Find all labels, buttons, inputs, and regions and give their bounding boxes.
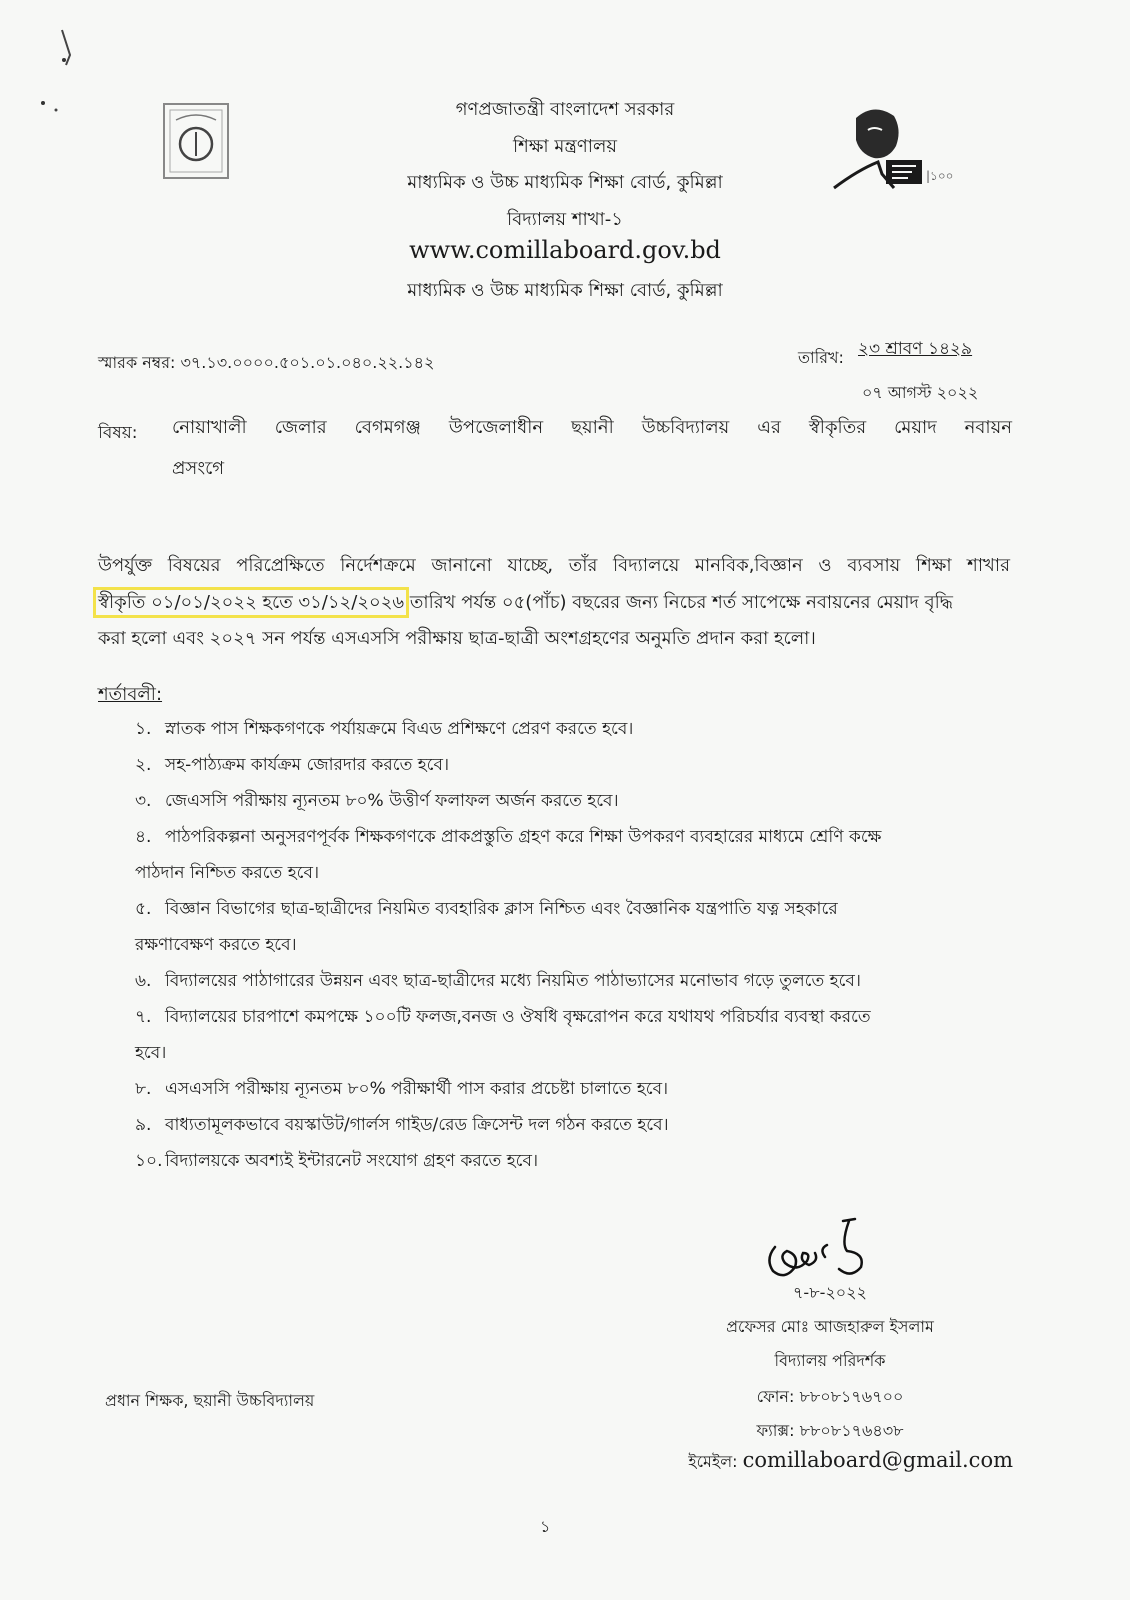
ministry-name: শিক্ষা মন্ত্রণালয় [513,136,617,157]
conditions-heading: শর্তাবলী: [98,684,163,705]
condition-item [135,1004,1011,1032]
condition-text: এসএসসি পরীক্ষায় ন্যূনতম ৮০% পরীক্ষার্থী পাস করার প্রচেষ্টা চালাতে হবে। [165,1079,669,1099]
condition-number: ৫. [135,899,152,919]
condition-text-continued: হবে। [135,1043,167,1063]
condition-text: বিদ্যালয়ের পাঠাগারের উন্নয়ন এবং ছাত্র-ছাত্রীদের মধ্যে নিয়মিত পাঠাভ্যাসের মনোভাব গড়ে তুলতে হবে। [165,971,861,991]
condition-number: ৬. [135,971,152,991]
branch-name: বিদ্যালয় শাখা-১ [507,209,623,230]
recipient-line: প্রধান শিক্ষক, ছয়ানী উচ্চবিদ্যালয় [105,1391,315,1410]
body-line-2-rest: তারিখ পর্যন্ত ০৫(পাঁচ) বছরের জন্য নিচের শর্ত সাপেক্ষে নবায়নের মেয়াদ বৃদ্ধি [409,592,953,613]
phone-number: ফোন: ৮৮০৮১৭৬৭০০ [756,1387,904,1406]
body-line-3: করা হলো এবং ২০২৭ সন পর্যন্ত এসএসসি পরীক্ষায় ছাত্র-ছাত্রী অংশগ্রহণের অনুমতি প্রদান করা হলো। [98,628,816,649]
body-line-1: উপর্যুক্ত বিষয়ের পরিপ্রেক্ষিতে নির্দেশক্রমে জানানো যাচ্ছে, তাঁর বিদ্যালয়ে মানবিক,বিজ্ঞান ও ব্যবসায় শিক্ষা শাখার [98,555,1010,576]
condition-text: বিদ্যালয়ের চারপাশে কমপক্ষে ১০০টি ফলজ,বনজ ও ঔষধি বৃক্ষরোপন করে যথাযথ পরিচর্যার ব্যবস্থা করতে [165,1007,871,1027]
condition-number: ৪. [135,827,152,847]
condition-text: বিজ্ঞান বিভাগের ছাত্র-ছাত্রীদের নিয়মিত ব্যবহারিক ক্লাস নিশ্চিত এবং বৈজ্ঞানিক যন্ত্রপাতি যত্ন সহকারে [165,899,838,919]
condition-item [135,752,1011,780]
board-name: মাধ্যমিক ও উচ্চ মাধ্যমিক শিক্ষা বোর্ড, কুমিল্লা [407,172,723,193]
signatory-name: প্রফেসর মোঃ আজহারুল ইসলাম [726,1317,934,1336]
condition-number: ১. [135,719,152,739]
condition-item [135,1076,1011,1104]
condition-text: বিদ্যালয়কে অবশ্যই ইন্টারনেট সংযোগ গ্রহণ করতে হবে। [165,1151,539,1171]
condition-text: পাঠপরিকল্পনা অনুসরণপূর্বক শিক্ষকগণকে প্রাকপ্রস্তুতি গ্রহণ করে শিক্ষা উপকরণ ব্যবহারের মাধ্যমে শ্রেণি কক্ষে [165,827,882,847]
condition-number: ৭. [135,1007,152,1027]
condition-number: ৮. [135,1079,152,1099]
condition-number: ১০. [135,1151,163,1171]
condition-text-continued: পাঠদান নিশ্চিত করতে হবে। [135,863,320,883]
subject-text: নোয়াখালী জেলার বেগমগঞ্জ উপজেলাধীন ছয়ানী উচ্চবিদ্যালয় এর স্বীকৃতির মেয়াদ নবায়ন [172,417,1012,438]
body-line-2 [98,588,1010,619]
condition-item [135,896,1011,924]
condition-number: ২. [135,755,152,775]
svg-text:|১০০: |১০০ [926,169,953,183]
page-number: ১ [540,1517,551,1536]
condition-number: ৯. [135,1115,152,1135]
condition-text: বাধ্যতামূলকভাবে বয়স্কাউট/গার্লস গাইড/রেড ক্রিসেন্ট দল গঠন করতে হবে। [165,1115,669,1135]
email-label: ইমেইল: [688,1452,738,1471]
condition-item [135,788,1011,816]
scan-speck-marks [40,25,100,125]
signature-date: ৭-৮-২০২২ [793,1283,867,1302]
email-line [628,1448,1013,1476]
condition-text: জেএসসি পরীক্ষায় ন্যূনতম ৮০% উত্তীর্ণ ফলাফল অর্জন করতে হবে। [165,791,619,811]
date-label: তারিখ: [798,348,844,367]
memo-ref-number: স্মারক নম্বর: ৩৭.১৩.০০০০.৫০১.০১.০৪০.২২.১৪২ [98,353,435,372]
subject-label: বিষয়: [98,423,138,443]
condition-text: স্নাতক পাস শিক্ষকগণকে পর্যায়ক্রমে বিএড প্রশিক্ষণে প্রেরণ করতে হবে। [165,719,634,739]
condition-text: সহ-পাঠ্যক্রম কার্যক্রম জোরদার করতে হবে। [165,755,450,775]
condition-item [135,716,1011,744]
condition-item [135,1148,1011,1176]
website-link[interactable]: www.comillaboard.gov.bd [409,236,721,264]
date-english: ০৭ আগস্ট ২০২২ [862,383,979,402]
recognition-period-highlight: স্বীকৃতি ০১/০১/২০২২ হতে ৩১/১২/২০২৬ [98,592,405,613]
email-address[interactable]: comillaboard@gmail.com [742,1448,1013,1472]
board-name-repeat: মাধ্যমিক ও উচ্চ মাধ্যমিক শিক্ষা বোর্ড, কুমিল্লা [407,280,723,301]
signatory-designation: বিদ্যালয় পরিদর্শক [774,1351,886,1370]
handwritten-signature-icon [755,1215,885,1285]
condition-item [135,968,1011,996]
condition-item [135,1112,1011,1140]
gov-name: গণপ্রজাতন্ত্রী বাংলাদেশ সরকার [455,99,675,120]
date-bangla: ২৩ শ্রাবণ ১৪২৯ [858,339,973,359]
condition-number: ৩. [135,791,152,811]
condition-text-continued: রক্ষণাবেক্ষণ করতে হবে। [135,935,297,955]
condition-item [135,824,1011,852]
subject-text-continued: প্রসংগে [172,458,225,479]
fax-number: ফ্যাক্স: ৮৮০৮১৭৬৪৩৮ [756,1421,904,1440]
